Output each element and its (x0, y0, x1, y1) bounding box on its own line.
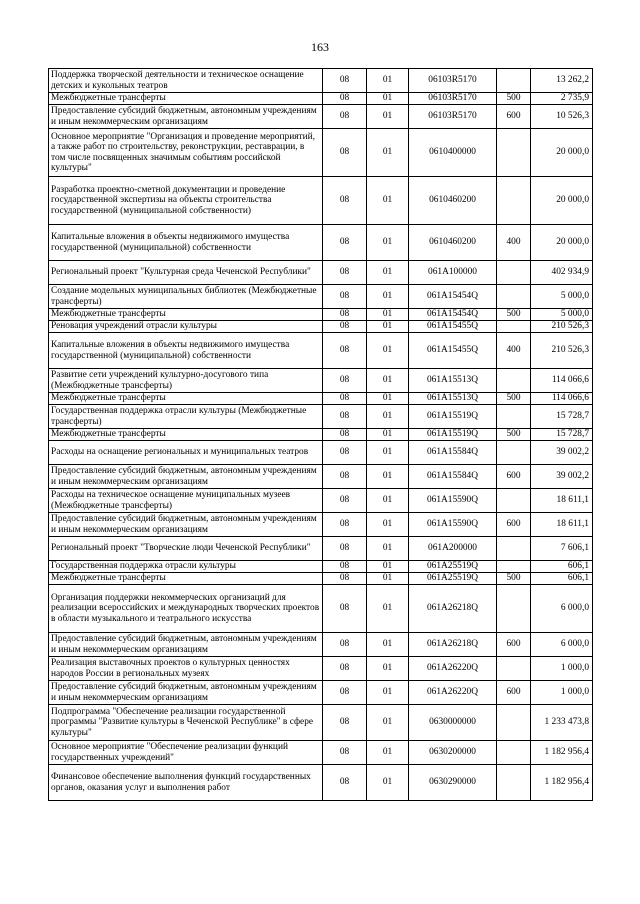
table-row (49, 321, 593, 333)
table-row (49, 309, 593, 321)
row-expense-type (497, 765, 531, 801)
row-expense-type (497, 321, 531, 333)
row-subsection: 01 (367, 405, 409, 429)
row-expense-type: 500 (497, 393, 531, 405)
row-name: Развитие сети учреждений культурно-досугового типа (Межбюджетные трансферты) (49, 369, 323, 393)
row-expense-type (497, 741, 531, 765)
row-target-item: 06103R5170 (409, 105, 497, 129)
row-target-item: 061A26218Q (409, 633, 497, 657)
row-expense-type: 500 (497, 309, 531, 321)
row-section: 08 (323, 405, 367, 429)
table-row (49, 93, 593, 105)
row-expense-type (497, 129, 531, 177)
row-subsection: 01 (367, 369, 409, 393)
row-amount: 15 728,7 (531, 405, 593, 429)
row-target-item: 0610460200 (409, 177, 497, 225)
table-row (49, 633, 593, 657)
table-row (49, 489, 593, 513)
row-name: Межбюджетные трансферты (49, 573, 323, 585)
row-section: 08 (323, 261, 367, 285)
row-subsection: 01 (367, 585, 409, 633)
row-expense-type (497, 705, 531, 741)
row-subsection: 01 (367, 261, 409, 285)
row-expense-type (497, 561, 531, 573)
table-row (49, 69, 593, 93)
row-section: 08 (323, 129, 367, 177)
table-row (49, 225, 593, 261)
table-row (49, 537, 593, 561)
row-subsection: 01 (367, 657, 409, 681)
row-target-item: 0630000000 (409, 705, 497, 741)
row-subsection: 01 (367, 633, 409, 657)
row-target-item: 061A26220Q (409, 681, 497, 705)
row-target-item: 061A15455Q (409, 333, 497, 369)
row-section: 08 (323, 465, 367, 489)
row-expense-type (497, 177, 531, 225)
row-section: 08 (323, 321, 367, 333)
row-name: Региональный проект "Творческие люди Чеченской Республики" (49, 537, 323, 561)
row-name: Предоставление субсидий бюджетным, автономным учреждениям и иным некоммерческим организациям (49, 681, 323, 705)
row-amount: 13 262,2 (531, 69, 593, 93)
row-section: 08 (323, 561, 367, 573)
row-subsection: 01 (367, 225, 409, 261)
row-subsection: 01 (367, 561, 409, 573)
row-amount: 7 606,1 (531, 537, 593, 561)
row-target-item: 061A25519Q (409, 573, 497, 585)
row-name: Расходы на оснащение региональных и муниципальных театров (49, 441, 323, 465)
table-row (49, 105, 593, 129)
row-name: Реновация учреждений отрасли культуры (49, 321, 323, 333)
row-section: 08 (323, 441, 367, 465)
row-expense-type (497, 405, 531, 429)
row-subsection: 01 (367, 285, 409, 309)
row-amount: 606,1 (531, 573, 593, 585)
row-section: 08 (323, 69, 367, 93)
row-expense-type: 600 (497, 465, 531, 489)
row-expense-type: 400 (497, 333, 531, 369)
row-name: Предоставление субсидий бюджетным, автономным учреждениям и иным некоммерческим организациям (49, 465, 323, 489)
row-subsection: 01 (367, 93, 409, 105)
row-subsection: 01 (367, 513, 409, 537)
row-name: Разработка проектно-сметной документации и проведение государственной экспертизы на объекты строительства государственной (муниципальной собственности) (49, 177, 323, 225)
table-row (49, 765, 593, 801)
row-amount: 114 066,6 (531, 369, 593, 393)
row-name: Поддержка творческой деятельности и техническое оснащение детских и кукольных театров (49, 69, 323, 93)
row-amount: 20 000,0 (531, 129, 593, 177)
table-row (49, 705, 593, 741)
row-amount: 39 002,2 (531, 465, 593, 489)
row-target-item: 061A15519Q (409, 405, 497, 429)
row-amount: 5 000,0 (531, 285, 593, 309)
row-name: Государственная поддержка отрасли культуры (Межбюджетные трансферты) (49, 405, 323, 429)
row-expense-type (497, 369, 531, 393)
row-amount: 402 934,9 (531, 261, 593, 285)
table-row (49, 429, 593, 441)
row-subsection: 01 (367, 393, 409, 405)
table-row (49, 681, 593, 705)
row-amount: 1 000,0 (531, 657, 593, 681)
row-target-item: 061A100000 (409, 261, 497, 285)
row-section: 08 (323, 393, 367, 405)
row-section: 08 (323, 369, 367, 393)
row-name: Реализация выставочных проектов о культурных ценностях народов России в региональных музеях (49, 657, 323, 681)
page-number: 163 (311, 40, 329, 54)
row-expense-type: 400 (497, 225, 531, 261)
row-subsection: 01 (367, 177, 409, 225)
table-row (49, 177, 593, 225)
row-section: 08 (323, 537, 367, 561)
row-amount: 606,1 (531, 561, 593, 573)
row-section: 08 (323, 309, 367, 321)
row-section: 08 (323, 225, 367, 261)
row-name: Межбюджетные трансферты (49, 393, 323, 405)
row-target-item: 061A15584Q (409, 465, 497, 489)
row-subsection: 01 (367, 441, 409, 465)
row-target-item: 061A26220Q (409, 657, 497, 681)
row-expense-type (497, 489, 531, 513)
table-row (49, 369, 593, 393)
row-amount: 114 066,6 (531, 393, 593, 405)
row-subsection: 01 (367, 333, 409, 369)
row-expense-type: 600 (497, 105, 531, 129)
row-amount: 2 735,9 (531, 93, 593, 105)
row-section: 08 (323, 633, 367, 657)
row-expense-type: 600 (497, 633, 531, 657)
row-target-item: 061A15519Q (409, 429, 497, 441)
row-subsection: 01 (367, 681, 409, 705)
row-subsection: 01 (367, 705, 409, 741)
row-name: Предоставление субсидий бюджетным, автономным учреждениям и иным некоммерческим организациям (49, 105, 323, 129)
row-amount: 6 000,0 (531, 585, 593, 633)
table-row (49, 261, 593, 285)
row-amount: 210 526,3 (531, 333, 593, 369)
row-section: 08 (323, 765, 367, 801)
row-name: Межбюджетные трансферты (49, 429, 323, 441)
row-section: 08 (323, 93, 367, 105)
row-target-item: 061A25519Q (409, 561, 497, 573)
row-amount: 39 002,2 (531, 441, 593, 465)
row-amount: 1 182 956,4 (531, 765, 593, 801)
row-name: Предоставление субсидий бюджетным, автономным учреждениям и иным некоммерческим организациям (49, 633, 323, 657)
table-row (49, 513, 593, 537)
row-subsection: 01 (367, 741, 409, 765)
row-section: 08 (323, 285, 367, 309)
row-amount: 10 526,3 (531, 105, 593, 129)
row-target-item: 061A26218Q (409, 585, 497, 633)
row-expense-type: 500 (497, 429, 531, 441)
row-target-item: 061A15455Q (409, 321, 497, 333)
row-subsection: 01 (367, 129, 409, 177)
table-row (49, 129, 593, 177)
row-section: 08 (323, 573, 367, 585)
row-expense-type: 500 (497, 93, 531, 105)
row-subsection: 01 (367, 309, 409, 321)
row-target-item: 0630200000 (409, 741, 497, 765)
row-section: 08 (323, 741, 367, 765)
row-subsection: 01 (367, 69, 409, 93)
table-row (49, 393, 593, 405)
row-target-item: 06103R5170 (409, 69, 497, 93)
row-name: Межбюджетные трансферты (49, 93, 323, 105)
row-section: 08 (323, 489, 367, 513)
table-row (49, 561, 593, 573)
row-name: Предоставление субсидий бюджетным, автономным учреждениям и иным некоммерческим организациям (49, 513, 323, 537)
row-amount: 1 000,0 (531, 681, 593, 705)
row-name: Региональный проект "Культурная среда Чеченской Республики" (49, 261, 323, 285)
table-row (49, 465, 593, 489)
row-section: 08 (323, 429, 367, 441)
row-name: Государственная поддержка отрасли культуры (49, 561, 323, 573)
row-expense-type (497, 285, 531, 309)
row-target-item: 061A15584Q (409, 441, 497, 465)
table-row (49, 585, 593, 633)
row-amount: 1 233 473,8 (531, 705, 593, 741)
row-expense-type (497, 441, 531, 465)
row-section: 08 (323, 705, 367, 741)
table-row (49, 741, 593, 765)
row-expense-type (497, 585, 531, 633)
row-name: Финансовое обеспечение выполнения функций государственных органов, оказания услуг и выполнения работ (49, 765, 323, 801)
row-section: 08 (323, 681, 367, 705)
row-expense-type (497, 261, 531, 285)
row-target-item: 061A15454Q (409, 285, 497, 309)
row-amount: 210 526,3 (531, 321, 593, 333)
row-expense-type: 600 (497, 681, 531, 705)
budget-table (48, 68, 593, 801)
row-target-item: 061A15513Q (409, 393, 497, 405)
row-section: 08 (323, 585, 367, 633)
row-name: Основное мероприятие "Организация и проведение мероприятий, а также работ по строительству, реконструкции, реставрации, в том числе посвященных значимым событиям российской культуры" (49, 129, 323, 177)
row-expense-type: 600 (497, 513, 531, 537)
row-amount: 18 611,1 (531, 489, 593, 513)
row-section: 08 (323, 177, 367, 225)
row-name: Создание модельных муниципальных библиотек (Межбюджетные трансферты) (49, 285, 323, 309)
row-amount: 5 000,0 (531, 309, 593, 321)
row-target-item: 0610400000 (409, 129, 497, 177)
row-target-item: 0610460200 (409, 225, 497, 261)
row-target-item: 061A15590Q (409, 489, 497, 513)
row-name: Капитальные вложения в объекты недвижимого имущества государственной (муниципальной) собственности (49, 333, 323, 369)
row-name: Капитальные вложения в объекты недвижимого имущества государственной (муниципальной) собственности (49, 225, 323, 261)
row-section: 08 (323, 657, 367, 681)
row-subsection: 01 (367, 537, 409, 561)
row-amount: 18 611,1 (531, 513, 593, 537)
row-target-item: 061A15513Q (409, 369, 497, 393)
row-name: Подпрограмма "Обеспечение реализации государственной программы "Развитие культуры в Чеченской Республике" в сфере культуры" (49, 705, 323, 741)
row-target-item: 061A200000 (409, 537, 497, 561)
row-amount: 15 728,7 (531, 429, 593, 441)
table-row (49, 441, 593, 465)
row-target-item: 061A15454Q (409, 309, 497, 321)
table-row (49, 657, 593, 681)
row-subsection: 01 (367, 429, 409, 441)
row-target-item: 0630290000 (409, 765, 497, 801)
row-expense-type (497, 69, 531, 93)
table-row (49, 573, 593, 585)
row-name: Основное мероприятие "Обеспечение реализации функций государственных учреждений" (49, 741, 323, 765)
row-subsection: 01 (367, 321, 409, 333)
table-row (49, 285, 593, 309)
row-expense-type: 500 (497, 573, 531, 585)
row-expense-type (497, 657, 531, 681)
row-name: Межбюджетные трансферты (49, 309, 323, 321)
row-name: Организация поддержки некоммерческих организаций для реализации всероссийских и международных творческих проектов в области музыкального и театрального искусства (49, 585, 323, 633)
row-section: 08 (323, 333, 367, 369)
row-amount: 20 000,0 (531, 177, 593, 225)
row-subsection: 01 (367, 489, 409, 513)
row-name: Расходы на техническое оснащение муниципальных музеев (Межбюджетные трансферты) (49, 489, 323, 513)
table-row (49, 405, 593, 429)
row-amount: 20 000,0 (531, 225, 593, 261)
row-section: 08 (323, 513, 367, 537)
row-section: 08 (323, 105, 367, 129)
row-subsection: 01 (367, 765, 409, 801)
row-amount: 1 182 956,4 (531, 741, 593, 765)
row-amount: 6 000,0 (531, 633, 593, 657)
row-target-item: 06103R5170 (409, 93, 497, 105)
row-expense-type (497, 537, 531, 561)
row-subsection: 01 (367, 573, 409, 585)
table-row (49, 333, 593, 369)
row-subsection: 01 (367, 465, 409, 489)
row-target-item: 061A15590Q (409, 513, 497, 537)
row-subsection: 01 (367, 105, 409, 129)
